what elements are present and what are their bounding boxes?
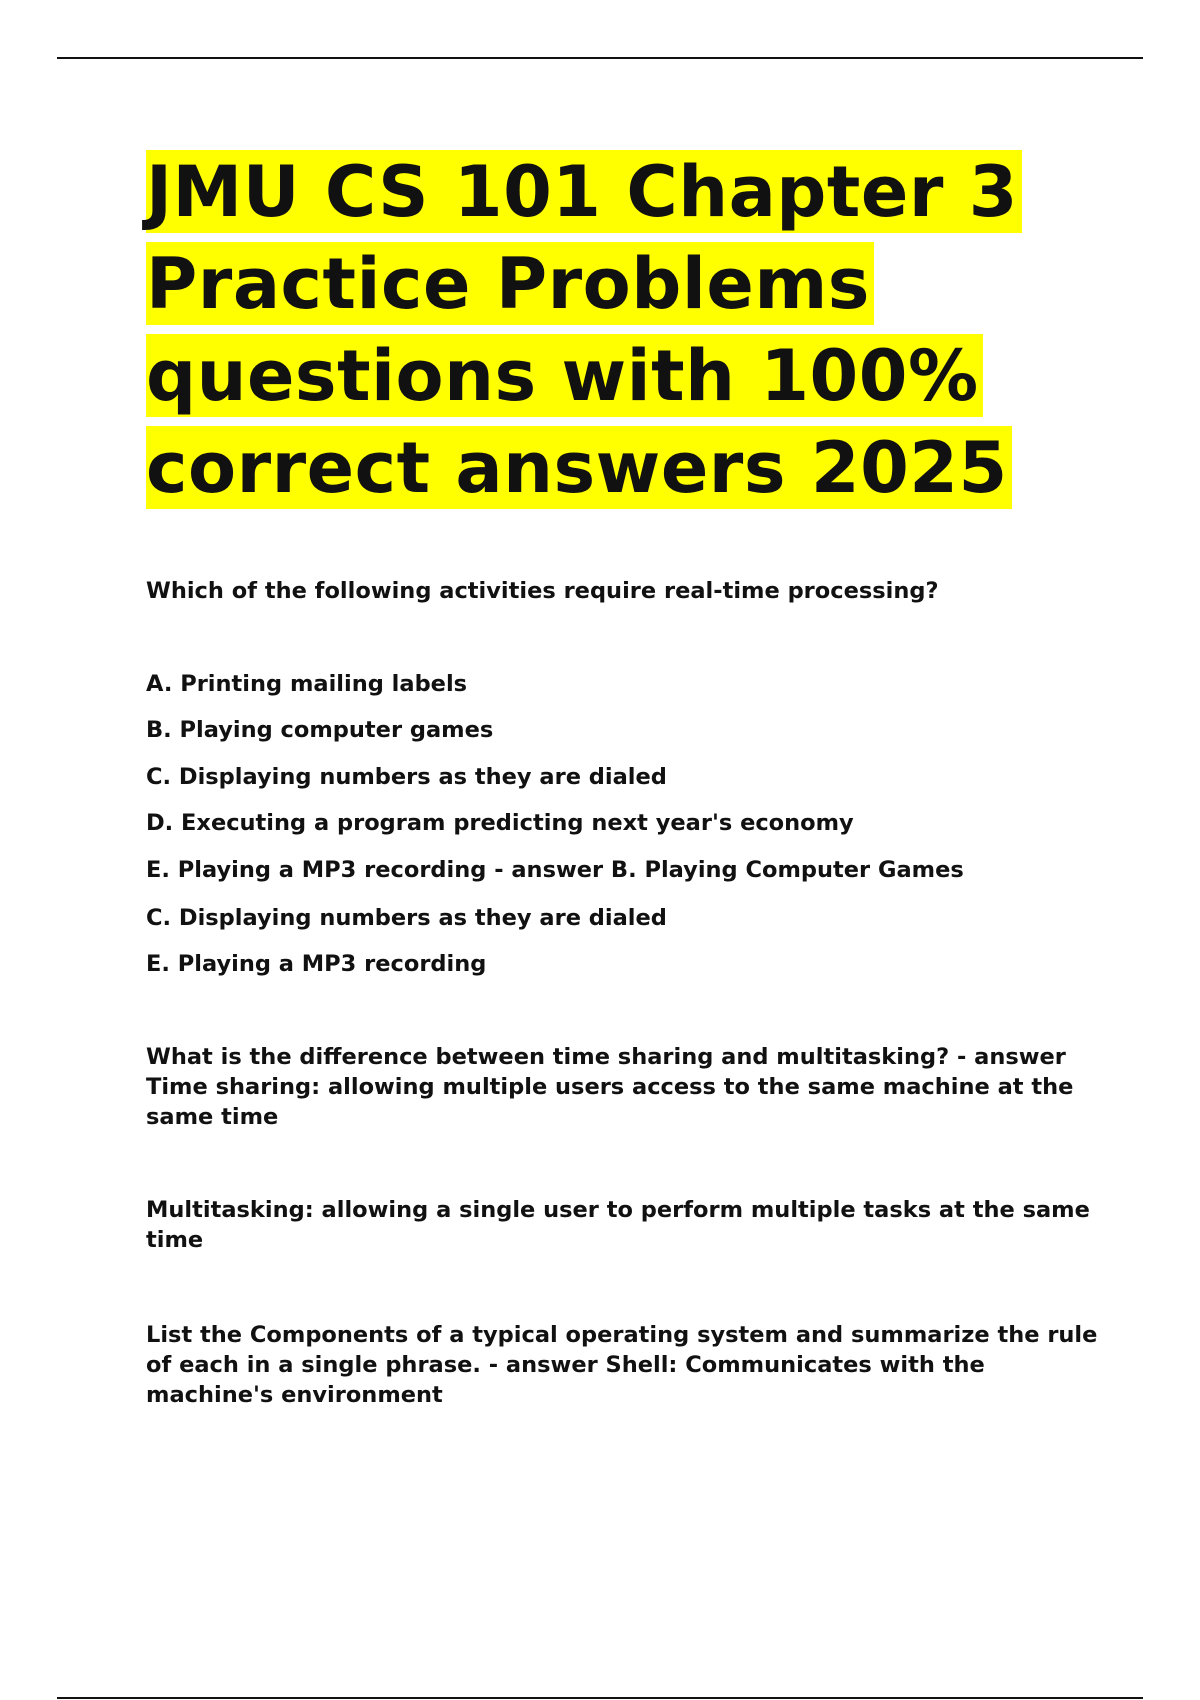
question-2-continuation: Multitasking: allowing a single user to perform multiple tasks at the same time	[146, 1197, 1090, 1253]
question-1-option-e-answer: E. Playing a MP3 recording - answer B. Playing Computer Games	[146, 857, 964, 883]
question-1-option-a: A. Printing mailing labels	[146, 671, 468, 697]
document-title	[146, 146, 1106, 514]
bottom-rule	[57, 1697, 1143, 1699]
top-rule	[57, 57, 1143, 59]
document-body	[146, 146, 1106, 1408]
question-1-answer-c: C. Displaying numbers as they are dialed	[146, 905, 667, 931]
question-1-option-d: D. Executing a program predicting next year's economy	[146, 810, 854, 836]
title-highlight: JMU CS 101 Chapter 3 Practice Problems questions with 100% correct answers 2025	[146, 150, 1022, 509]
question-1-option-b: B. Playing computer games	[146, 717, 494, 743]
question-3: List the Components of a typical operating system and summarize the rule of each in a single phrase. - answer Shell: Communicates with the machine's environment	[146, 1322, 1098, 1408]
question-1-answer-e: E. Playing a MP3 recording	[146, 951, 487, 977]
question-1: Which of the following activities require real-time processing?	[146, 578, 939, 604]
question-2: What is the difference between time sharing and multitasking? - answer Time sharing: allowing multiple users access to the same machine at the same time	[146, 1044, 1074, 1130]
question-1-option-c: C. Displaying numbers as they are dialed	[146, 764, 667, 790]
